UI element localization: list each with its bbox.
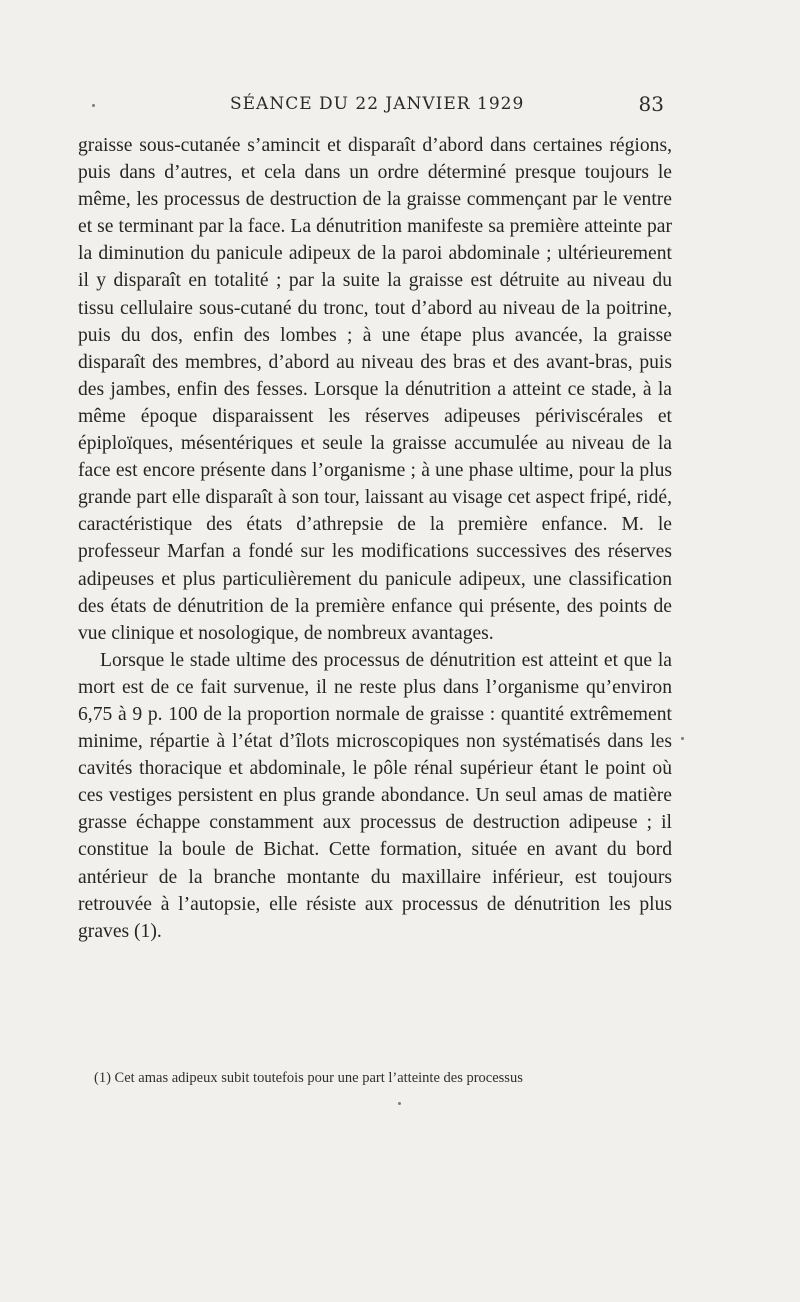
running-head: SÉANCE DU 22 JANVIER 1929 xyxy=(230,94,525,114)
page-header xyxy=(78,92,670,122)
paragraph-1: graisse sous-cutanée s’amincit et disparaît d’abord dans certaines régions, puis dans d’autres, et cela dans un ordre déterminé presque toujours le même, les processus de destruction de la graisse commençant par le ventre et se terminant par la face. La dénutrition manifeste sa première atteinte par la diminution du panicule adipeux de la paroi abdominale ; ultérieurement il y disparaît en totalité ; par la suite la graisse est détruite au niveau du tissu cellulaire sous-cutané du tronc, tout d’abord au niveau de la poitrine, puis du dos, enfin des lombes ; à une étape plus avancée, la graisse disparaît des membres, d’abord au niveau des bras et des avant-bras, puis des jambes, enfin des fesses. Lorsque la dénutrition a atteint ce stade, à la même époque disparaissent les réserves adipeuses périviscérales et épiploïques, mésentériques et seule la graisse accumulée au niveau de la face est encore présente dans l’organisme ; à une phase ultime, pour la plus grande part elle disparaît à son tour, laissant au visage cet aspect fripé, ridé, caractéristique des états d’athrepsie de la première enfance. M. le professeur Marfan a fondé sur les modifications successives des réserves adipeuses et plus particulièrement du panicule adipeux, une classification des états de dénutrition de la première enfance qui présente, des points de vue clinique et nosologique, de nombreux avantages. xyxy=(78,135,672,644)
page-number: 83 xyxy=(638,92,664,116)
paragraph-2: Lorsque le stade ultime des processus de dénutrition est atteint et que la mort est de ce fait survenue, il ne reste plus dans l’organisme qu’environ 6,75 à 9 p. 100 de la proportion normale de graisse : quantité extrêmement minime, répartie à l’état d’îlots microscopiques non systématisés dans les cavités thoracique et abdominale, le pôle rénal supérieur étant le point où ces vestiges persistent en plus grande abondance. Un seul amas de matière grasse échappe constamment aux processus de destruction adipeuse ; il constitue la boule de Bichat. Cette formation, située en avant du bord antérieur de la branche montante du maxillaire inférieur, est toujours retrouvée à l’autopsie, elle résiste aux processus de dénutrition les plus graves (1). xyxy=(78,649,672,942)
paper-speck xyxy=(681,737,684,740)
body-text xyxy=(78,132,672,945)
paper-speck xyxy=(92,104,95,107)
paper-speck xyxy=(398,1102,401,1105)
footnote: (1) Cet amas adipeux subit toutefois pour une part l’atteinte des processus xyxy=(94,1070,523,1086)
